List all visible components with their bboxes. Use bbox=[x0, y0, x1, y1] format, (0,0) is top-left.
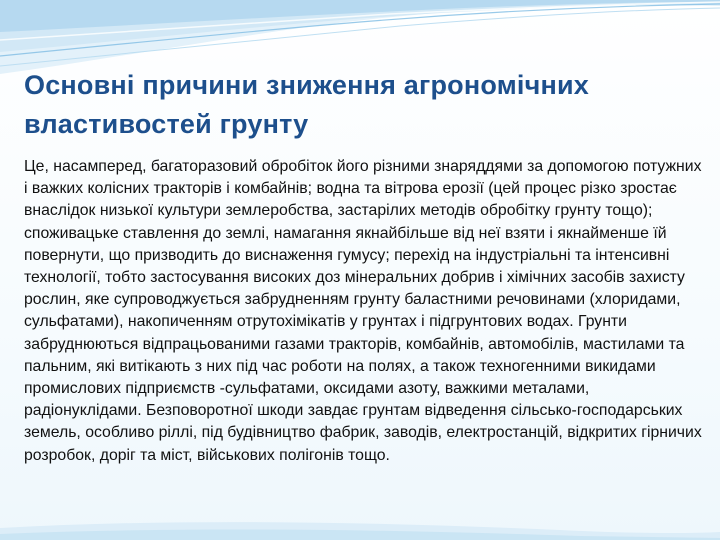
slide-body-text: Це, насамперед, багаторазовий обробіток його різними знаряддями за допомогою потужних і важких колісних тракторів і комбайнів; водна та вітрова ерозії (цей процес різко зростає внаслідок низької культури землеробства, застарілих методів обробітку грунту тощо); споживацьке ставлення до землі, намагання якнайбільше від неї взяти і якнайменше їй повернути, що призводить до виснаження гумусу; перехід на індустріальні та інтенсивні технології, тобто застосування високих доз мінеральних добрив і хімічних засобів захисту рослин, яке супроводжується забрудненням грунту баластними речовинами (хлоридами, сульфатами), накопиченням отрутохімікатів у грунтах і підгрунтових водах. Грунти забруднюються відпрацьованими газами тракторів, комбайнів, автомобілів, мастилами та пальним, які витікають з них під час роботи на полях, а також техногенними викидами промислових підприємств -сульфатами, оксидами азоту, важкими металами, радіонуклідами. Безповоротної шкоди завдає грунтам відведення сільсько-господарських земель, особливо ріллі, під будівництво фабрик, заводів, електростанцій, відкритих гірничих розробок, доріг та міст, військових полігонів тощо. bbox=[24, 158, 702, 464]
slide-title: Основні причини зниження агрономічних властивостей грунту bbox=[24, 70, 589, 139]
bottom-wave-decoration bbox=[0, 500, 720, 540]
